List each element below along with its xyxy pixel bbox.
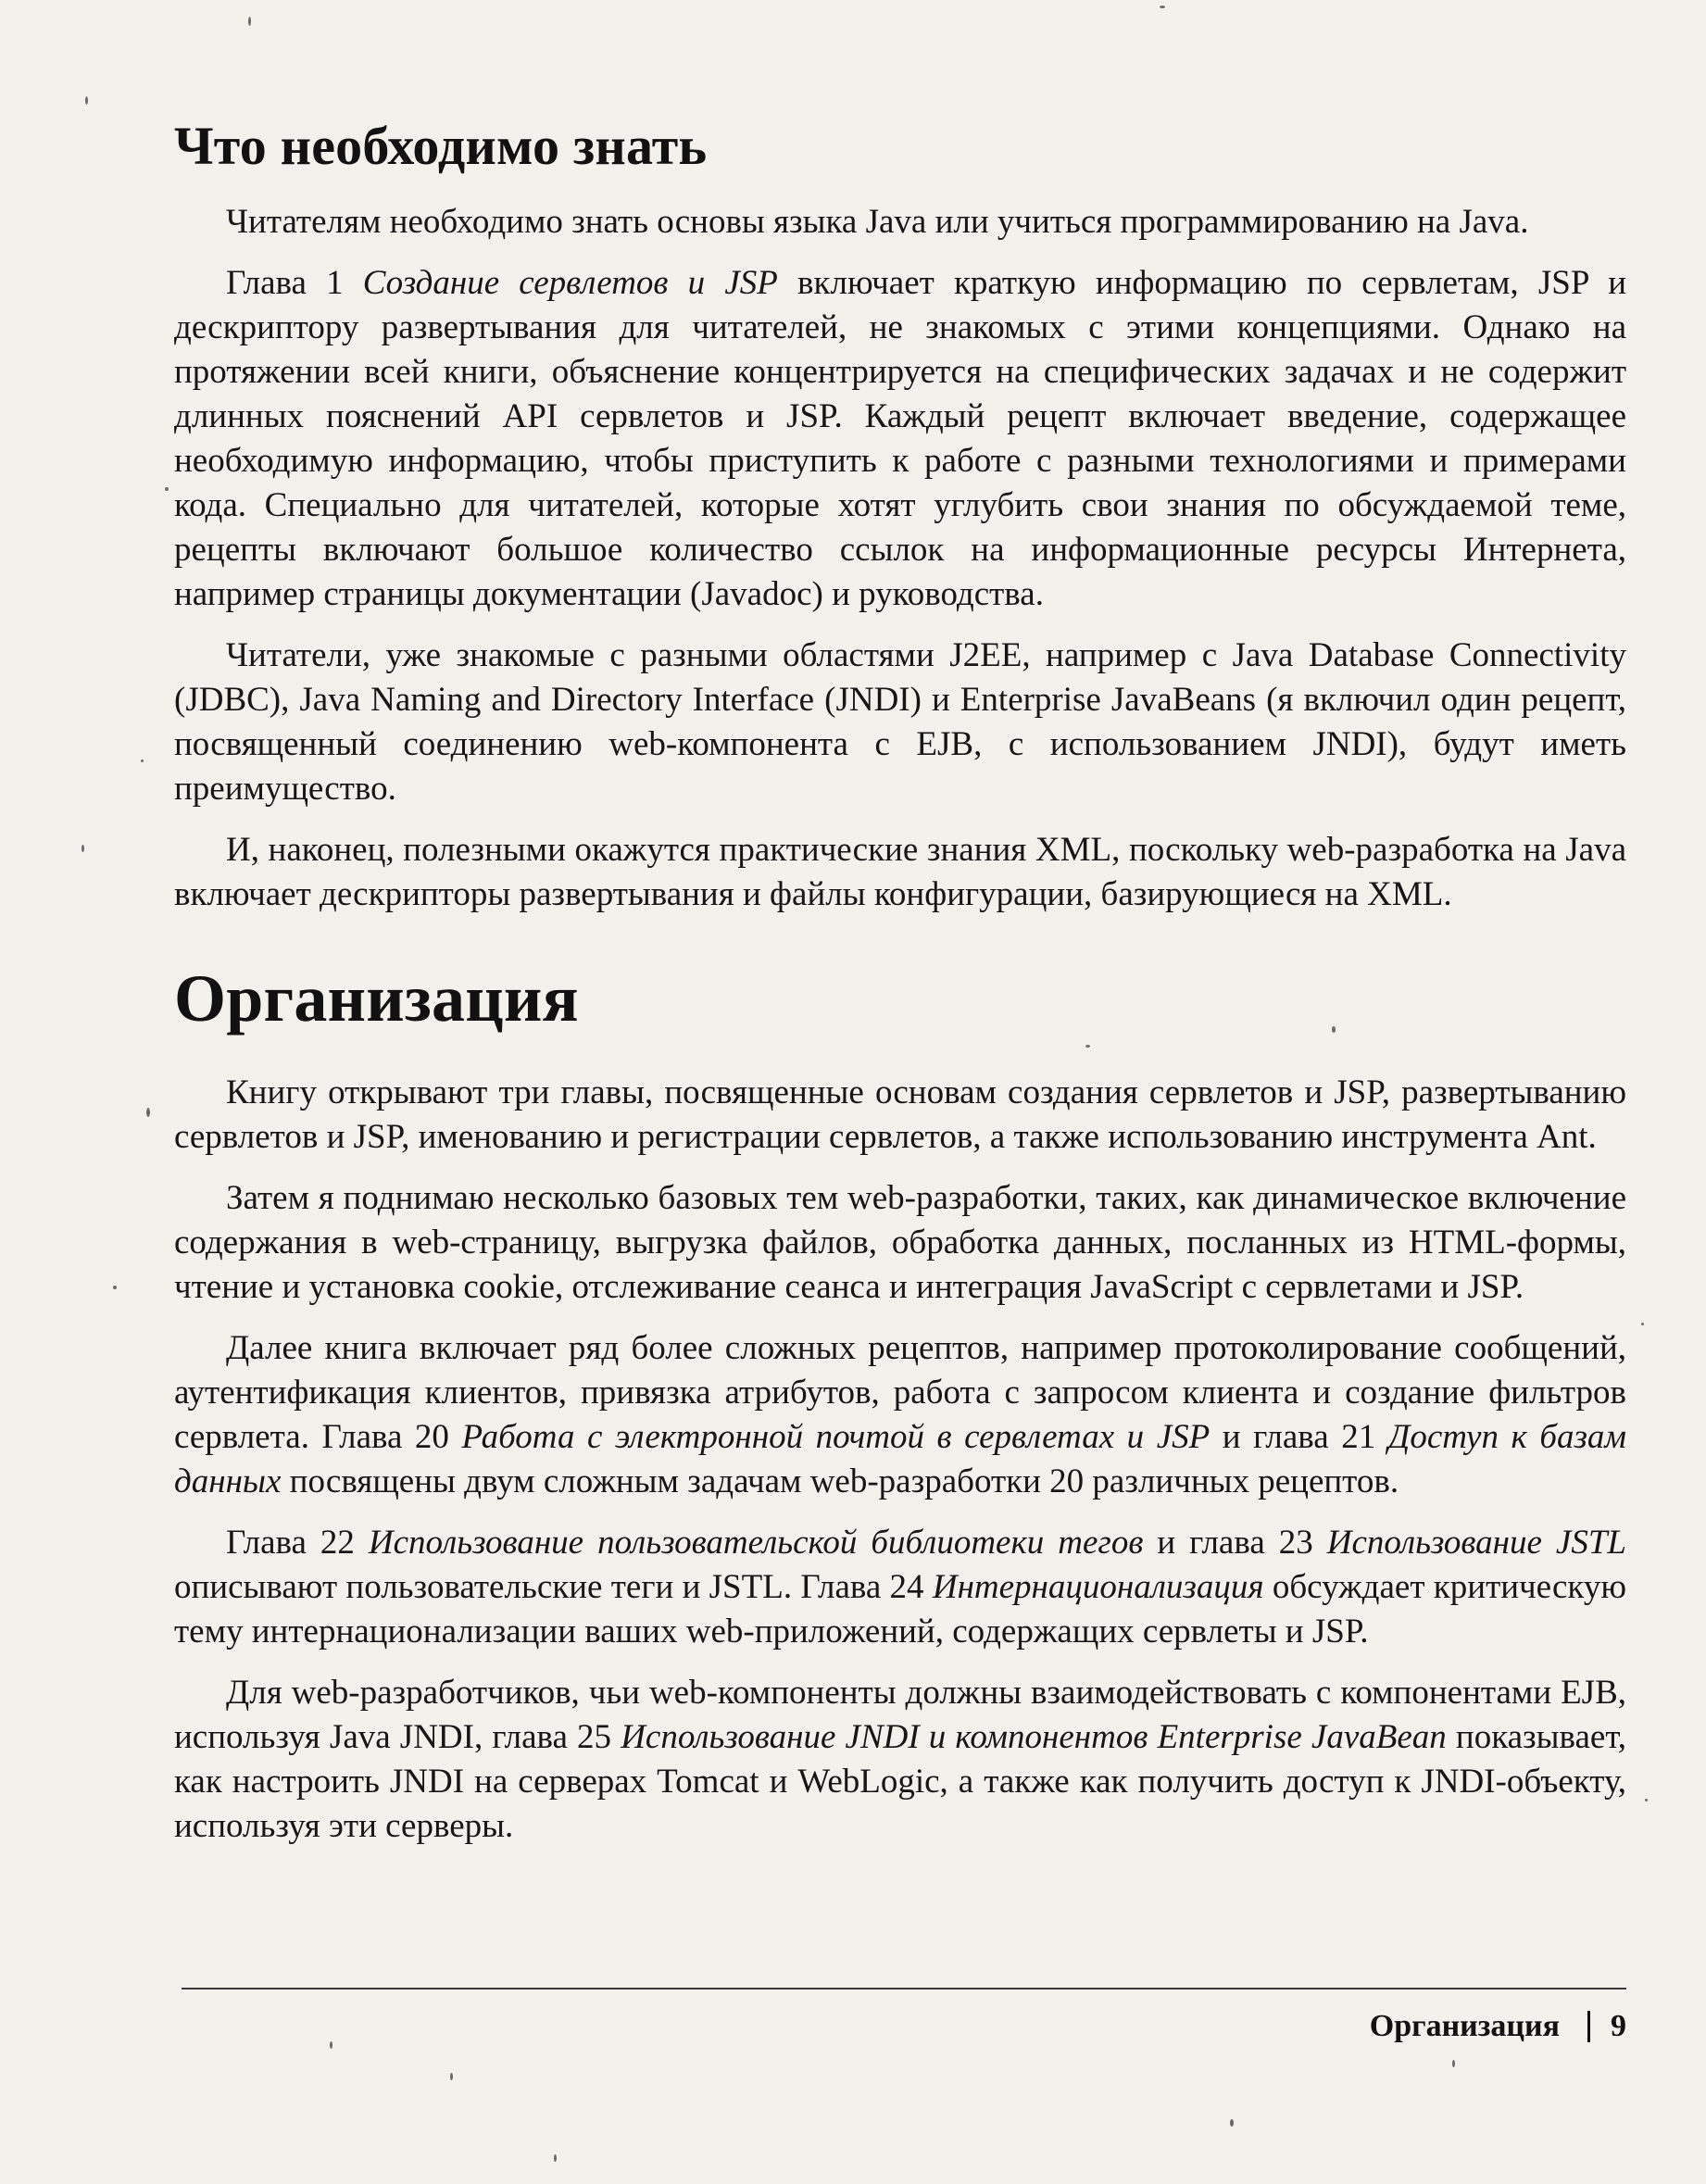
scan-speck <box>248 17 251 26</box>
text-run: Книгу открывают три главы, посвященные основам создания сервлетов и JSP, развертыванию сервлетов и JSP, именованию и регистрации сервлетов, а также использованию инструмента Ant. <box>174 1073 1626 1156</box>
scan-speck <box>330 2041 332 2049</box>
footer-separator <box>1587 2011 1590 2042</box>
italic-title: Интернационализация <box>932 1568 1264 1606</box>
italic-title: Использование JSTL <box>1326 1524 1627 1562</box>
section-heading-prerequisites: Что необходимо знать <box>174 116 708 176</box>
italic-title: Доступ к базам данных <box>174 1418 1626 1500</box>
scan-speck <box>1160 6 1165 8</box>
text-run: Затем я поднимаю несколько базовых тем web-разработки, таких, как динамическое включение содержания в web-страницу, выгрузка файлов, обработка данных, посланных из HTML-формы, чтение и установка cookie, отслеживание сеанса и интеграция JavaScript с сервлетами и JSP. <box>174 1179 1626 1306</box>
page-footer <box>1370 2006 1626 2047</box>
paragraph <box>174 1326 1626 1504</box>
italic-title: Использование пользовательской библиотеки тегов <box>368 1524 1144 1562</box>
paragraph <box>174 1176 1626 1310</box>
text-run: И, наконец, полезными окажутся практические знания XML, поскольку web-разработка на Java включает дескрипторы развертывания и файлы конфигурации, базирующиеся на XML. <box>174 831 1626 913</box>
scan-speck <box>554 2154 557 2162</box>
paragraph <box>174 1071 1626 1160</box>
text-run: и глава 21 <box>1210 1418 1388 1456</box>
scan-speck <box>1452 2060 1455 2067</box>
page-content <box>174 109 1626 1865</box>
paragraph <box>174 261 1626 617</box>
page-number: 9 <box>1611 2009 1626 2043</box>
text-run: Глава 1 <box>226 264 363 302</box>
paragraph <box>174 828 1626 917</box>
footer-rule <box>182 1988 1626 1989</box>
text-run: Далее книга включает ряд более сложных рецептов, например протоколирование сообщений, аутентификация клиентов, привязка атрибутов, работа с запросом клиента и создание фильтров сервлета. Глава 20 <box>174 1329 1626 1456</box>
scan-speck <box>165 487 169 491</box>
text-run: описывают пользовательские теги и JSTL. Глава 24 <box>174 1568 933 1606</box>
section-heading-organization: Организация <box>174 961 579 1036</box>
text-run: Глава 22 <box>226 1524 369 1562</box>
text-run: показывает, как настроить JNDI на серверах Tomcat и WebLogic, а также как получить доступ к JNDI-объекту, используя эти серверы. <box>174 1718 1626 1845</box>
scan-speck <box>141 759 144 762</box>
scan-speck <box>1085 1045 1090 1048</box>
italic-title: Работа с электронной почтой в сервлетах и JSP <box>461 1418 1211 1456</box>
text-run: посвящены двум сложным задачам web-разработки 20 различных рецептов. <box>281 1462 1399 1500</box>
scan-speck <box>1332 1026 1336 1033</box>
paragraph <box>174 1521 1626 1654</box>
scan-speck <box>82 845 84 852</box>
scan-speck <box>1645 1799 1648 1801</box>
text-run: Читатели, уже знакомые с разными областями J2EE, например с Java Database Connectivity (JDBC), Java Naming and Directory Interface (JNDI) и Enterprise JavaBeans (я включил один рецепт, посвященный соединению web-компонента с EJB, с использованием JNDI), будут иметь преимущество. <box>174 636 1626 808</box>
text-run: Читателям необходимо знать основы языка Java или учиться программированию на Java. <box>226 203 1529 241</box>
text-run: обсуждает критическую тему интернационализации ваших web-приложений, содержащих сервлеты и JSP. <box>174 1568 1627 1651</box>
scan-speck <box>1641 1323 1644 1325</box>
italic-title: Использование JNDI и компонентов Enterprise JavaBean <box>621 1718 1447 1756</box>
scan-speck <box>450 2073 453 2080</box>
scan-speck <box>113 1286 117 1289</box>
text-run: и глава 23 <box>1143 1524 1327 1562</box>
italic-title: Создание сервлетов и JSP <box>362 264 778 302</box>
paragraph <box>174 200 1626 245</box>
scan-speck <box>146 1108 150 1117</box>
running-head: Организация <box>1369 2009 1560 2043</box>
text-run: включает краткую информацию по сервлетам, JSP и дескриптору развертывания для читателей, не знакомых с этими концепциями. Однако на протяжении всей книги, объяснение концентрируется на специфических задачах и не содержит длинных пояснений API сервлетов и JSP. Каждый рецепт включает введение, содержащее необходимую информацию, чтобы приступить к работе с разными технологиями и примерами кода. Специально для читателей, которые хотят углубить свои знания по обсуждаемой теме, рецепты включают большое количество ссылок на информационные ресурсы Интернета, например страницы документации (Javadoc) и руководства. <box>174 264 1627 613</box>
scan-speck <box>1230 2119 1234 2127</box>
scan-speck <box>85 96 88 105</box>
paragraph <box>174 634 1626 811</box>
text-run: Для web-разработчиков, чьи web-компоненты должны взаимодействовать с компонентами EJB, используя Java JNDI, глава 25 <box>174 1674 1626 1756</box>
paragraph <box>174 1671 1626 1849</box>
